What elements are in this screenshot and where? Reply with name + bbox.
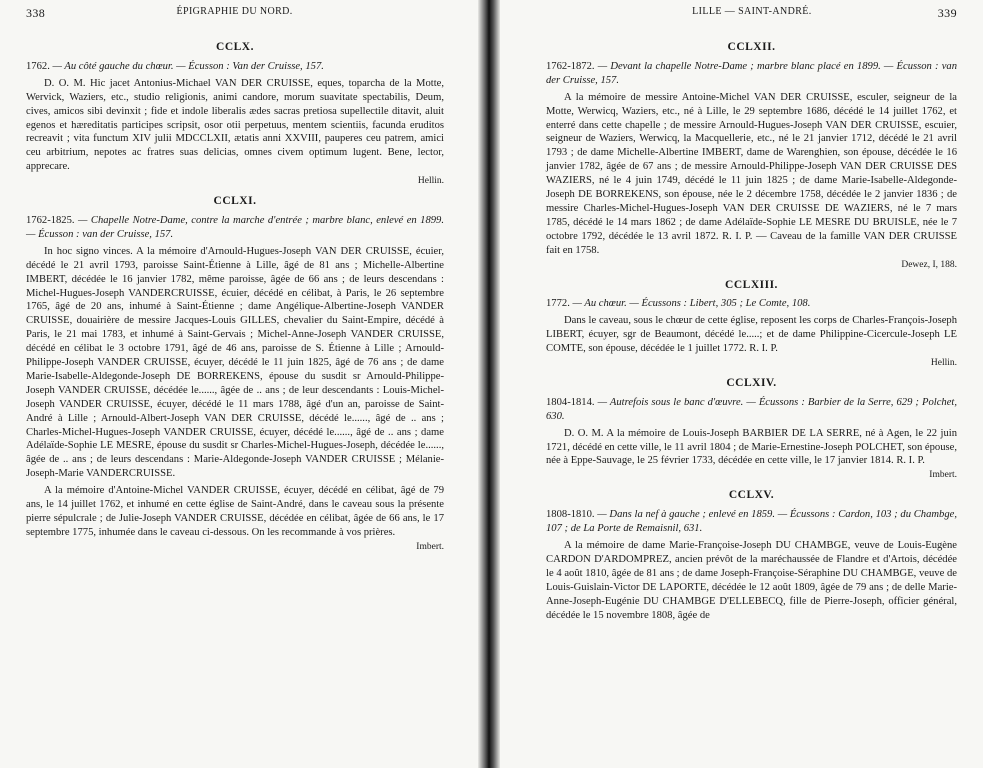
inscription-number: CCLXII. <box>727 41 776 53</box>
inscription-number: CCLXIII. <box>725 278 778 291</box>
inscription-text: Dans le caveau, sous le chœur de cette église, reposent les corps de Charles-François-Joseph LIBERT, écuyer, sgr de Beaumont, décédé le.....; et de dame Philippine-Cicercule-Joseph LE COMTE, son épouse, décédée le 1 juillet 1772. R. I. P. <box>546 315 957 355</box>
inscription-date: 1762-1872. <box>546 60 595 72</box>
right-page <box>500 0 983 768</box>
left-page <box>0 0 480 768</box>
inscription-heading <box>26 214 444 242</box>
inscription-date: 1762. <box>26 60 50 72</box>
inscription-number: CCLXV. <box>728 489 775 502</box>
source-signature: Imbert. <box>416 541 444 552</box>
inscription-text: D. O. M. Hic jacet Antonius-Michael VAN DER CRUISSE, eques, toparcha de la Motte, Wervick, Waziers, etc., studio religionis, animi candore, morum suavitate spectabilis, Deum, cives, amicos sibi devinxit ; fide et indole liberalis ædes sacras pretiosa supellectile ditavit, aluit egenos et hæreditatis participes scripsit, osor otii perpetuus, mentem scientiis, facunda eruditos recreavit ; vita functum XIV julii MDCCLXII, ætatis anni XXVIII, pauperes ceu patrem, amici ceu arbitrium, nepotes ac fratres suas delicias, omnes civem optimum lugent. Bene, lector, apprecare. <box>26 77 444 173</box>
inscription-cclxv <box>546 489 957 622</box>
inscription-date: 1762-1825. <box>26 214 75 226</box>
book-gutter <box>478 0 500 768</box>
source-signature: Hellin. <box>930 358 957 369</box>
inscription-cclxiv <box>546 377 957 483</box>
inscription-heading <box>546 297 957 311</box>
running-title: LILLE — SAINT-ANDRÉ. <box>692 6 812 17</box>
inscription-heading <box>26 60 444 74</box>
inscription-date: 1808-1810. <box>546 509 595 521</box>
source-signature: Imbert. <box>929 470 957 481</box>
inscription-date: 1804-1814. <box>546 396 595 408</box>
inscription-text: D. O. M. A la mémoire de Louis-Joseph BARBIER DE LA SERRE, né à Agen, le 22 juin 1721, décédé en cette ville, le 11 avril 1804 ; de Marie-Ernestine-Joseph POLCHET, son épouse, née à Eppe-Sauvage, le 25 février 1733, décédée en cette ville, le 17 janvier 1814. R. I. P. <box>546 427 957 467</box>
inscription-text: A la mémoire de messire Antoine-Michel VAN DER CRUISSE, esculer, seigneur de la Motte, Werwicq, Waziers, etc., né à Lille, le 29 septembre 1686, décédé le 14 juillet 1762, et enterré dans cette chapelle ; de messire Arnould-Hugues-Joseph VAN DER CRUISSE, escuier, seigneur de Waziers, Werwicq, la Macquellerie, etc., né le 21 janvier 1712, décédé le 21 avril 1793 ; de dame Michelle-Albertine IMBERT, dame de Warenghien, son épouse, décédée le 16 janvier 1782, âgée de 67 ans ; de messire Arnould-Philippe-Joseph VAN DER CRUISSE DES WAZIERS, né le 4 juin 1749, décédé le 11 juin 1825 ; de dame Marie-Isabelle-Aldegonde-Joseph DE BORREKENS, son épouse, née le 2 décembre 1758, décédée le 2 janvier 1836 ; de messire Charles-Michel-Hugues-Joseph VAN DER CRUISSE DE WAZIERS, né le 7 mars 1785, décédé le 14 mars 1862 ; de dame Adélaïde-Sophie LE MESRE DU BRUISLE, née le 7 octobre 1792, décédée le 13 avril 1872. R. I. P. — Caveau de la famille VAN DER CRUISSE fait en 1758. <box>546 91 957 256</box>
inscription-location: — Au côté gauche du chœur. — Écusson : Van der Cruisse, 157. <box>52 60 324 72</box>
source-signature: Dewez, I, 188. <box>901 259 957 270</box>
inscription-cclxii <box>546 41 957 273</box>
running-title: ÉPIGRAPHIE DU NORD. <box>176 6 293 17</box>
inscription-text: A la mémoire de dame Marie-Françoise-Joseph DU CHAMBGE, veuve de Louis-Eugène CARDON D'ARDOMPREZ, ancien prévôt de la maréchaussée de Flandre et d'Artois, décédée le 4 août 1810, âgée de 81 ans ; de dame Joseph-Françoise-Séraphine DU CHAMBGE, veuve de Louis-Guislain-Victor DE LAPORTE, décédée le 12 août 1809, âgée de 79 ans ; de delle Marie-Anne-Joseph-Eugénie DU CHAMBGE D'ELLEBECQ, fille de Pierre-Joseph, officier général, décédée le 15 novembre 1808, âgée de <box>546 540 957 621</box>
inscription-date: 1772. <box>546 298 570 310</box>
inscription-cclxiii <box>546 279 957 371</box>
inscription-location: — Chapelle Notre-Dame, contre la marche d'entrée ; marbre blanc, enlevé en 1899. — Écusson : van der Cruisse, 157. <box>26 214 444 240</box>
source-signature: Hellin. <box>417 176 444 187</box>
inscription-location: — Devant la chapelle Notre-Dame ; marbre blanc placé en 1899. — Écusson : van der Cruisse, 157. <box>546 60 957 86</box>
inscription-number: CCLX. <box>216 41 254 53</box>
inscription-number: CCLXIV. <box>726 376 777 389</box>
inscription-heading <box>546 60 957 88</box>
inscription-heading <box>546 508 957 536</box>
inscription-location: — Au chœur. — Écussons : Libert, 305 ; Le Comte, 108. <box>572 298 811 310</box>
inscription-text: In hoc signo vinces. A la mémoire d'Arnould-Hugues-Joseph VAN DER CRUISSE, écuier, décédé le 21 avril 1793, paroisse Saint-Étienne à Lille, âgé de 81 ans ; Michelle-Albertine IMBERT, décédée le 16 janvier 1782, même paroisse, âgée de 66 ans ; de leurs descendans : Michel-Hugues-Joseph VANDERCRUISSE, écuier, décédé en célibat, à Paris, le 26 septembre 1765, âgé de 20 ans, inhumé à Saint-Étienne ; dame Angélique-Albertine-Joseph VANDER CRUISSE, douairière de messire Jacques-Louis GILLES, chevalier du Saint-Empire, décédé à Paris, le 21 mai 1783, et inhumé à Saint-Gervais ; Michel-Anne-Joseph VANDER CRUISSE, décédé en célibat le 3 octobre 1791, âgé de 46 ans, paroisse de S. Étienne à Lille ; Arnould-Philippe-Joseph VANDER CRUISSE, écuyer, décédé le 11 juin 1825, âgé de 76 ans ; de dame Marie-Isabelle-Aldegonde-Joseph DE BORREKENS, épouse du susdit sr Arnould-Philippe-Joseph VANDER CRUISSE, décédée le......, âgée de .. ans ; de leur descendants : Louis-Michel-Joseph VANDER CRUISSE, écuyer, décédé le 11 mars 1788, âgé d'un an, paroisse de Saint-André à Lille ; Arnould-Albert-Joseph VAN DER CRUISSE, décédé le......, âgé de .. ans ; Charles-Michel-Hugues-Joseph VANDER CRUISSE, écuyer, décédé le......, âgé de .. ans ; dame Adélaïde-Sophie LE MESRE, épouse du susdit sr Charles-Michel-Hugues-Joseph, décédée le......, âgée de .. ans ; de leurs descendans : Marie-Aldegonde-Joseph VANDER CRUISSE ; Mélanie-Joseph-Marie VANDERCRUISSE. <box>26 245 444 480</box>
inscription-text-2: A la mémoire d'Antoine-Michel VANDER CRUISSE, écuyer, décédé en célibat, âgé de 79 ans, le 14 juillet 1762, et inhumé en cette église de Saint-André, dans le caveau sous la présente pierre sépulcrale ; de Julie-Joseph VANDER CRUISSE, décédée en célibat, âgée de 66 ans, le 17 septembre 1775, inhumée dans le caveau ci-dessous. On les recommande à vos prières. <box>26 485 444 538</box>
page-number: 338 <box>26 6 46 20</box>
inscription-location: — Autrefois sous le banc d'œuvre. — Écussons : Barbier de la Serre, 629 ; Polchet, 630. <box>546 396 958 422</box>
right-running-head <box>546 6 957 21</box>
left-running-head <box>26 6 444 21</box>
inscription-cclxi <box>26 195 444 555</box>
inscription-number: CCLXI. <box>213 195 257 208</box>
page-number: 339 <box>937 6 957 20</box>
inscription-heading <box>546 396 957 424</box>
inscription-cclx <box>26 41 444 189</box>
inscription-location: — Dans la nef à gauche ; enlevé en 1859. — Écussons : Cardon, 103 ; du Chambge, 107 ; de La Porte de Remaisnil, 631. <box>546 509 957 535</box>
